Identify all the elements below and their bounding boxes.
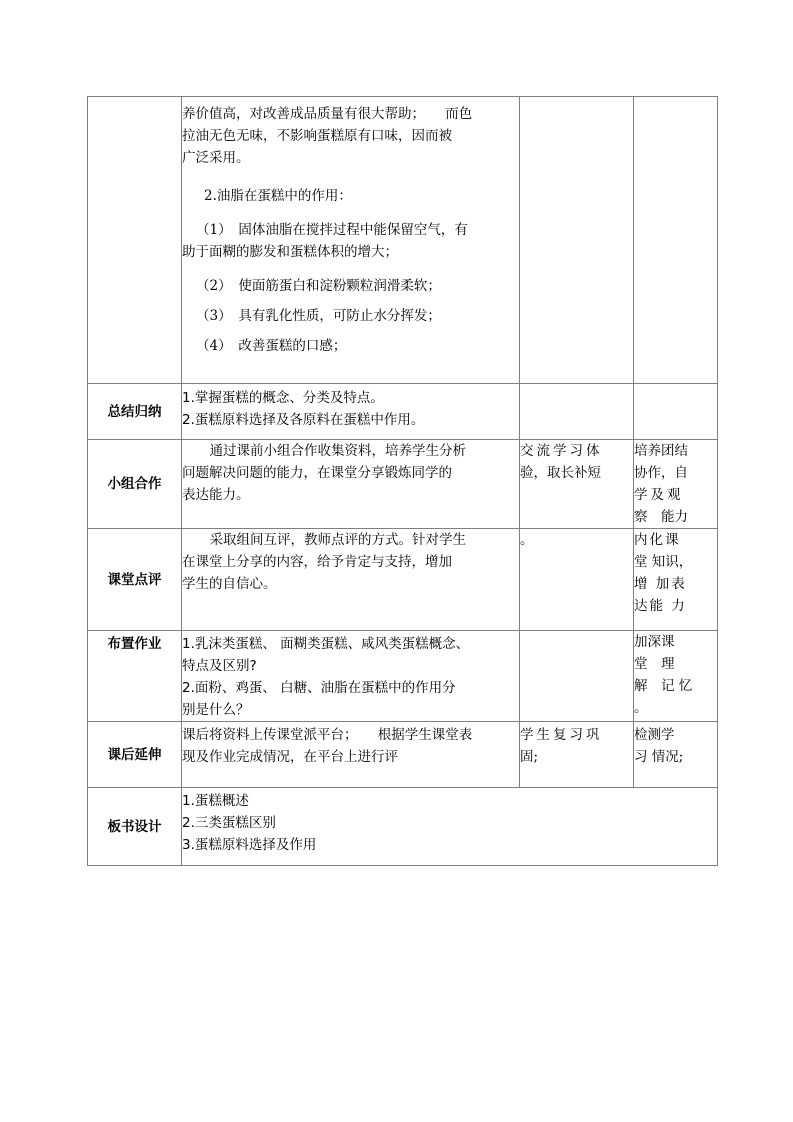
activity-line: 学生复习巩 [520,727,603,743]
row-label-summary: 总结归纳 [88,384,182,440]
content-cell [182,631,520,722]
list-item: （1） 固体油脂在搅拌过程中能保留空气，有 [196,222,468,238]
content-line: 2.蛋糕原料选择及各原料在蛋糕中作用。 [182,412,425,428]
lesson-plan-table [87,96,718,866]
table-row-board [88,788,718,866]
goal-cell [634,722,718,788]
row-label-homework: 布置作业 [88,631,182,722]
goal-line: 增 加表 [634,576,687,592]
list-item: （4） 改善蛋糕的口感； [196,338,347,354]
content-line: 通过课前小组合作收集资料，培养学生分析 [196,443,466,459]
list-item-continued: 助于面糊的膨发和蛋糕体积的增大； [182,244,398,260]
goal-cell [634,440,718,529]
goal-cell [634,529,718,631]
goal-line: 达能 力 [634,598,687,614]
goal-line: 。 [634,700,648,716]
content-cell [182,529,520,631]
activity-line: 。 [520,532,534,548]
activity-cell [520,440,634,529]
content-line: 拉油无色无味，不影响蛋糕原有口味，因而被 [182,128,452,144]
content-cell [182,97,520,384]
activity-line: 交流学习体 [520,443,603,459]
content-line: 2.三类蛋糕区别 [182,815,276,831]
list-item: （3） 具有乳化性质，可防止水分挥发； [196,308,441,324]
content-line: 广泛采用。 [182,150,250,166]
goal-cell [634,631,718,722]
content-line: 2.面粉、鸡蛋、 白糖、油脂在蛋糕中的作用分 [182,680,456,696]
table-row-group [88,440,718,529]
content-line: 采取组间互评，教师点评的方式。针对学生 [196,532,466,548]
content-line: 课后将资料上传课堂派平台； 根据学生课堂表 [182,727,473,743]
content-line: 1.掌握蛋糕的概念、分类及特点。 [182,390,384,406]
table-row-homework [88,631,718,722]
goal-line: 习 情况; [634,749,684,765]
activity-cell-empty [520,631,634,722]
goal-line: 学及观 [634,487,684,503]
activity-line: 验，取长补短 [520,465,601,481]
goal-line: 加深课 [634,634,675,650]
goal-line: 协作，自 [634,465,688,481]
goal-cell-empty [634,384,718,440]
board-content-cell [182,788,718,866]
content-line: 别是什么？ [182,702,250,718]
content-line: 学生的自信心。 [182,576,277,592]
content-cell [182,384,520,440]
table-row-continuation [88,97,718,384]
goal-cell-empty [634,97,718,384]
goal-line: 堂 知识， [634,554,693,570]
content-line: 问题解决问题的能力，在课堂分享锻炼同学的 [182,465,452,481]
row-label-group: 小组合作 [88,440,182,529]
content-line: 3.蛋糕原料选择及作用 [182,837,317,853]
content-line: 1.蛋糕概述 [182,793,249,809]
activity-line: 固; [520,749,539,765]
row-label-review: 课堂点评 [88,529,182,631]
list-item: （2） 使面筋蛋白和淀粉颗粒润滑柔软； [196,278,441,294]
section-heading: 2.油脂在蛋糕中的作用： [204,188,352,204]
content-line: 1.乳沫类蛋糕、 面糊类蛋糕、咸风类蛋糕概念、 [182,636,470,652]
table-row-summary [88,384,718,440]
table-row-extension [88,722,718,788]
content-line: 特点及区别? [182,658,257,674]
content-line: 表达能力。 [182,487,250,503]
content-line: 养价值高，对改善成品质量有很大帮助； 而色 [182,106,473,122]
activity-cell [520,722,634,788]
content-cell [182,722,520,788]
content-line: 在课堂上分享的内容，给予肯定与支持，增加 [182,554,452,570]
label-cell-empty [88,97,182,384]
goal-line: 解 记 忆 [634,678,693,694]
row-label-board: 板书设计 [88,788,182,866]
row-label-extension: 课后延伸 [88,722,182,788]
goal-line: 察 能力 [634,509,688,525]
activity-cell-empty [520,97,634,384]
table-row-review [88,529,718,631]
content-line: 现及作业完成情况，在平台上进行评 [182,749,398,765]
goal-line: 检测学 [634,727,675,743]
activity-cell-empty [520,384,634,440]
goal-line: 内化课 [634,532,681,548]
content-cell [182,440,520,529]
activity-cell [520,529,634,631]
goal-line: 堂 理 [634,656,675,672]
goal-line: 培养团结 [634,443,688,459]
